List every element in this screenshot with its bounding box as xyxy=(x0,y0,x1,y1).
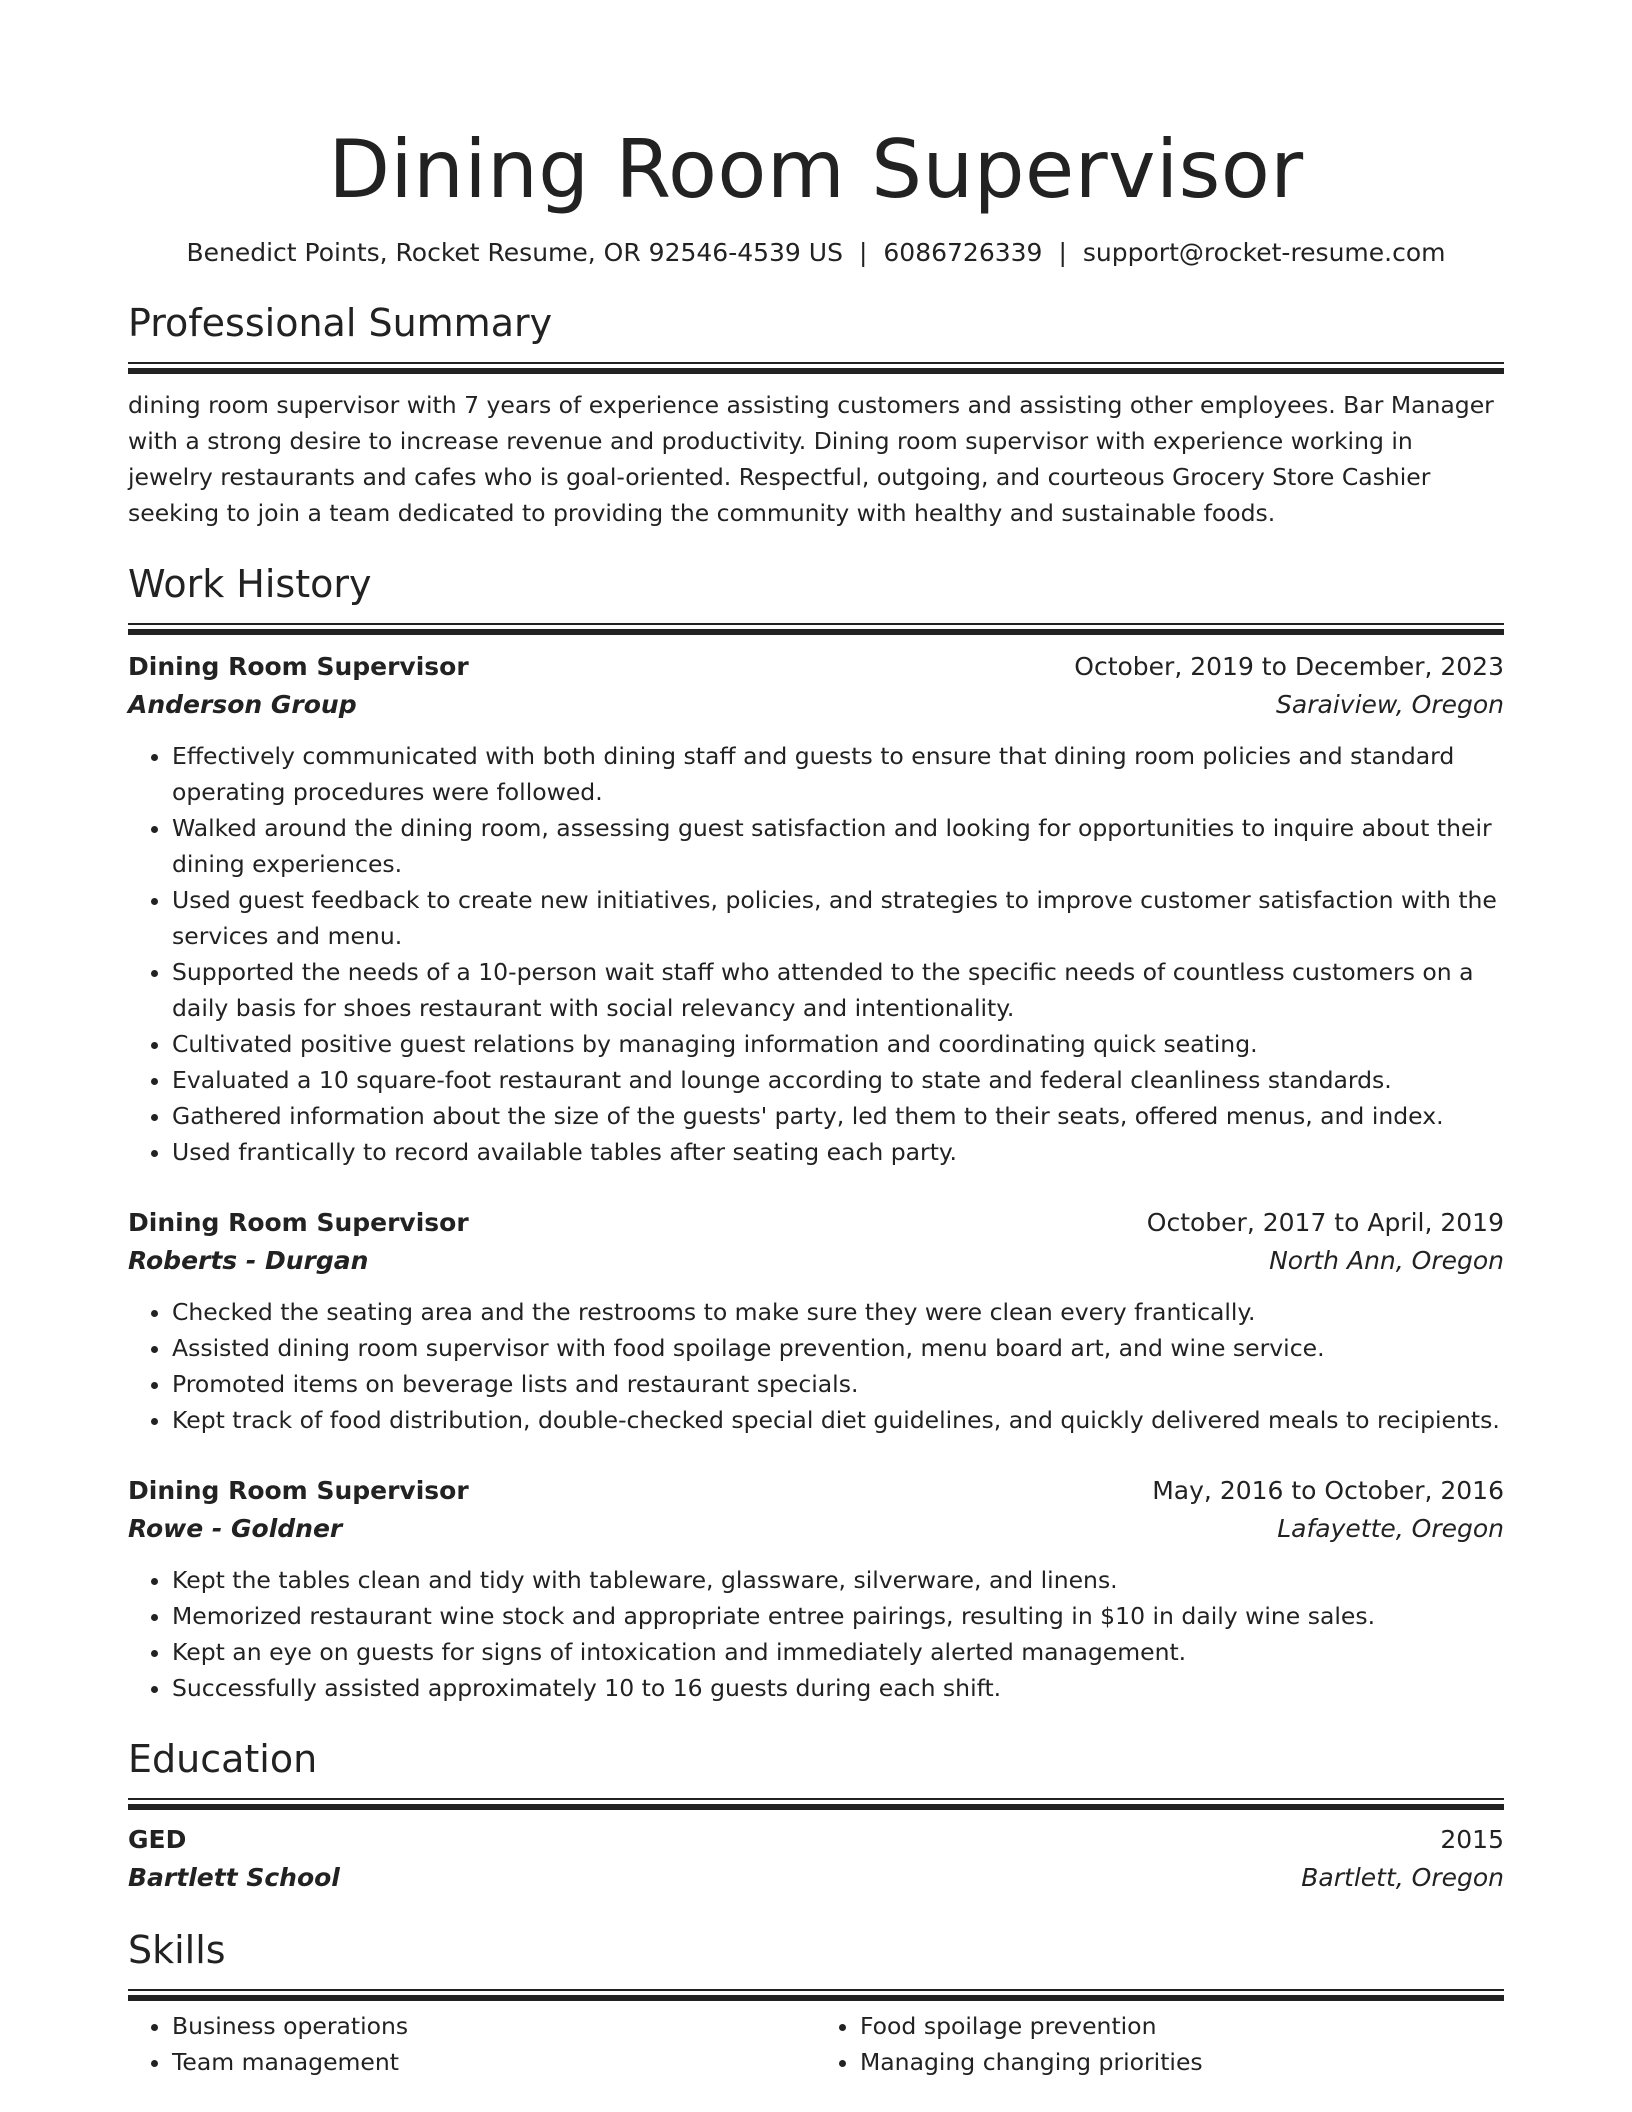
education-school: Bartlett School xyxy=(128,1863,340,1892)
job-bullet: • Memorized restaurant wine stock and appropriate entree pairings, resulting in $10 in daily wine sales. xyxy=(172,1598,1504,1634)
job-title: Dining Room Supervisor xyxy=(128,652,469,681)
education-entry xyxy=(128,1821,1504,1897)
skills-list xyxy=(128,2008,1504,2080)
job-title: Dining Room Supervisor xyxy=(128,1208,469,1237)
skill-item: • Business operations xyxy=(172,2008,816,2044)
section-divider xyxy=(128,623,1504,628)
job-location: North Ann, Oregon xyxy=(1269,1246,1504,1275)
contact-phone: 6086726339 xyxy=(883,238,1043,267)
job-company: Rowe - Goldner xyxy=(128,1514,343,1543)
job-bullet: • Effectively communicated with both dining staff and guests to ensure that dining room policies and standard operating procedures were followed. xyxy=(172,738,1504,810)
job-dates: October, 2019 to December, 2023 xyxy=(1074,652,1504,681)
job-bullets xyxy=(128,738,1504,1170)
job-bullet: • Promoted items on beverage lists and restaurant specials. xyxy=(172,1366,1504,1402)
job-bullets xyxy=(128,1562,1504,1706)
job-bullets xyxy=(128,1294,1504,1438)
education-location: Bartlett, Oregon xyxy=(1301,1863,1504,1892)
work-history-heading: Work History xyxy=(128,562,372,606)
job-location: Lafayette, Oregon xyxy=(1277,1514,1504,1543)
job-entry xyxy=(128,1472,1504,1706)
contact-line xyxy=(128,236,1504,270)
job-bullet: • Walked around the dining room, assessing guest satisfaction and looking for opportunities to inquire about their dining experiences. xyxy=(172,810,1504,882)
contact-address: Benedict Points, Rocket Resume, OR 92546-4539 US xyxy=(186,238,843,267)
job-bullet: • Checked the seating area and the restrooms to make sure they were clean every frantically. xyxy=(172,1294,1504,1330)
contact-separator: | xyxy=(1058,238,1067,267)
resume-name: Dining Room Supervisor xyxy=(328,123,1304,216)
job-bullet: • Gathered information about the size of the guests' party, led them to their seats, offered menus, and index. xyxy=(172,1098,1504,1134)
summary-text: dining room supervisor with 7 years of experience assisting customers and assisting other employees. Bar Manager with a strong desire to increase revenue and productivity. Dining room supervisor with experience working in jewelry restaurants and cafes who is goal-oriented. Respectful, outgoing, and courteous Grocery Store Cashier seeking to join a team dedicated to providing the community with healthy and sustainable foods. xyxy=(128,391,1494,527)
section-divider xyxy=(128,1798,1504,1803)
job-dates: May, 2016 to October, 2016 xyxy=(1152,1476,1504,1505)
education-year: 2015 xyxy=(1440,1825,1504,1854)
job-location: Saraiview, Oregon xyxy=(1276,690,1504,719)
education-degree: GED xyxy=(128,1825,187,1854)
skill-item: • Food spoilage prevention xyxy=(860,2008,1504,2044)
skill-item: • Team management xyxy=(172,2044,816,2080)
job-bullet: • Supported the needs of a 10-person wait staff who attended to the specific needs of countless customers on a daily basis for shoes restaurant with social relevancy and intentionality. xyxy=(172,954,1504,1026)
job-bullet: • Kept the tables clean and tidy with tableware, glassware, silverware, and linens. xyxy=(172,1562,1504,1598)
skills-column-left xyxy=(128,2008,816,2080)
job-bullet: • Evaluated a 10 square-foot restaurant and lounge according to state and federal cleanliness standards. xyxy=(172,1062,1504,1098)
job-bullet: • Kept an eye on guests for signs of intoxication and immediately alerted management. xyxy=(172,1634,1504,1670)
job-title: Dining Room Supervisor xyxy=(128,1476,469,1505)
job-bullet: • Assisted dining room supervisor with food spoilage prevention, menu board art, and wine service. xyxy=(172,1330,1504,1366)
education-heading: Education xyxy=(128,1737,318,1781)
job-dates: October, 2017 to April, 2019 xyxy=(1146,1208,1504,1237)
job-bullet: • Kept track of food distribution, double-checked special diet guidelines, and quickly delivered meals to recipients. xyxy=(172,1402,1504,1438)
contact-separator: | xyxy=(858,238,868,267)
job-entry xyxy=(128,648,1504,1170)
job-company: Anderson Group xyxy=(128,690,357,719)
job-bullet: • Used guest feedback to create new initiatives, policies, and strategies to improve customer satisfaction with the services and menu. xyxy=(172,882,1504,954)
skills-heading: Skills xyxy=(128,1928,226,1972)
job-company: Roberts - Durgan xyxy=(128,1246,369,1275)
skills-column-right xyxy=(816,2008,1504,2080)
section-divider xyxy=(128,1989,1504,1994)
job-bullet: • Successfully assisted approximately 10 to 16 guests during each shift. xyxy=(172,1670,1504,1706)
skill-item: • Managing changing priorities xyxy=(860,2044,1504,2080)
job-bullet: • Used frantically to record available tables after seating each party. xyxy=(172,1134,1504,1170)
section-divider xyxy=(128,362,1504,367)
job-entry xyxy=(128,1204,1504,1438)
resume-page xyxy=(128,120,1504,2080)
summary-heading: Professional Summary xyxy=(128,301,553,345)
job-bullet: • Cultivated positive guest relations by managing information and coordinating quick seating. xyxy=(172,1026,1504,1062)
contact-email: support@rocket-resume.com xyxy=(1082,238,1446,267)
